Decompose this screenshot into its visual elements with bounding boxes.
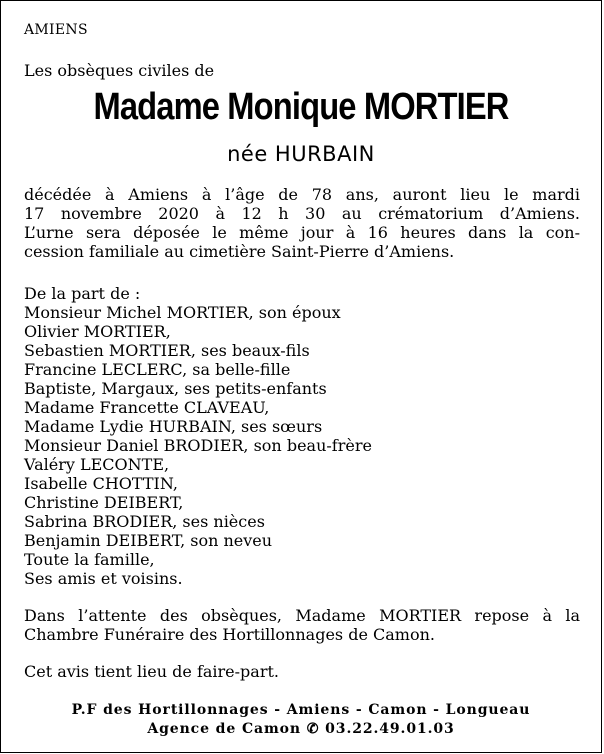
announcement-paragraph <box>24 185 580 261</box>
family-line: Sebastien MORTIER, ses beaux-fils <box>24 341 310 360</box>
repose-line: Dans l’attente des obsèques, Madame MORTIER repose à la <box>24 606 580 625</box>
family-line: Sabrina BRODIER, ses nièces <box>24 512 265 531</box>
family-line: Madame Lydie HURBAIN, ses sœurs <box>24 417 323 436</box>
family-line: Francine LECLERC, sa belle-fille <box>24 360 291 379</box>
announcement-line: L’urne sera déposée le même jour à 16 heures dans la con- <box>24 223 580 242</box>
family-line: Monsieur Daniel BRODIER, son beau-frère <box>24 436 372 455</box>
city-heading: AMIENS <box>24 22 88 38</box>
family-line: Benjamin DEIBERT, son neveu <box>24 531 273 550</box>
deceased-name: Madame Monique MORTIER <box>93 86 509 128</box>
family-line: Olivier MORTIER, <box>24 322 171 341</box>
family-line: Valéry LECONTE, <box>24 455 170 474</box>
funeral-home-phone: Agence de Camon ✆ 03.22.49.01.03 <box>147 721 455 737</box>
announcement-line: cession familiale au cimetière Saint-Pierre d’Amiens. <box>24 242 455 261</box>
family-line: Baptiste, Margaux, ses petits-enfants <box>24 379 327 398</box>
funeral-home-footer <box>1 701 601 739</box>
repose-line: Chambre Funéraire des Hortillonnages de Camon. <box>24 625 435 644</box>
faire-part-note: Cet avis tient lieu de faire-part. <box>24 662 279 681</box>
announcement-line: décédée à Amiens à l’âge de 78 ans, auront lieu le mardi <box>24 185 580 204</box>
family-line: De la part de : <box>24 284 141 303</box>
family-line: Ses amis et voisins. <box>24 569 183 588</box>
family-list <box>24 284 372 588</box>
announcement-line: 17 novembre 2020 à 12 h 30 au crématorium d’Amiens. <box>24 204 580 223</box>
funeral-home-name: P.F des Hortillonnages - Amiens - Camon - Longueau <box>71 702 531 718</box>
intro-text: Les obsèques civiles de <box>24 61 215 80</box>
family-line: Christine DEIBERT, <box>24 493 184 512</box>
repose-paragraph <box>24 606 580 644</box>
maiden-name: née HURBAIN <box>227 142 375 166</box>
family-line: Isabelle CHOTTIN, <box>24 474 178 493</box>
family-line: Toute la famille, <box>24 550 155 569</box>
family-line: Madame Francette CLAVEAU, <box>24 398 270 417</box>
family-line: Monsieur Michel MORTIER, son époux <box>24 303 341 322</box>
